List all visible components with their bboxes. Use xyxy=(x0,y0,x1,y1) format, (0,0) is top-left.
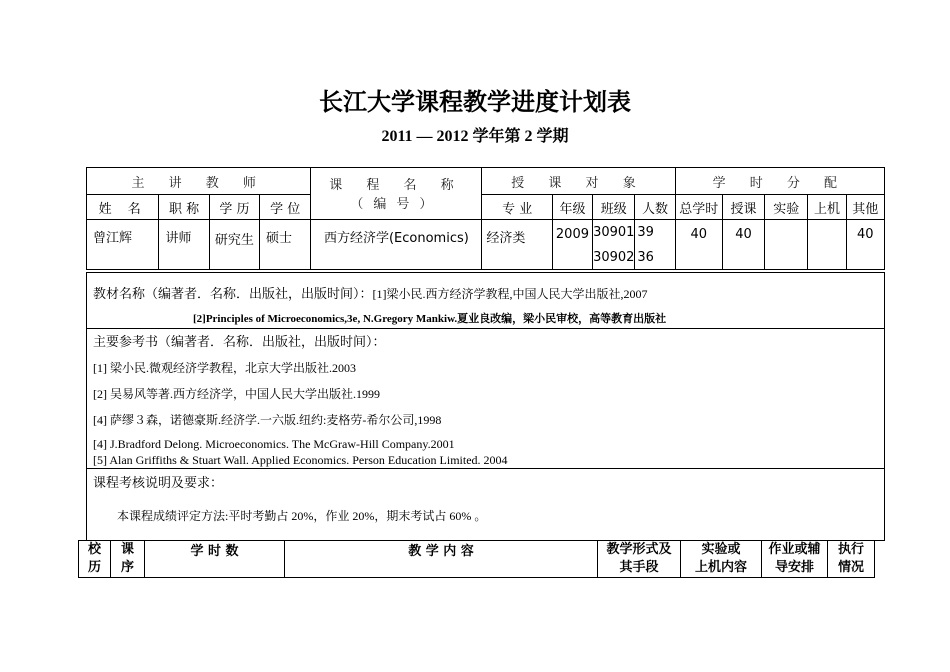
schedule-header-table xyxy=(78,540,875,578)
col-lab: 实验或 上机内容 xyxy=(681,541,762,578)
textbook-label xyxy=(93,283,648,302)
col-method: 教学形式及 其手段 xyxy=(598,541,681,578)
reference-item-1: [1] 梁小民.微观经济学教程，北京大学出版社.2003 xyxy=(93,361,356,375)
subheader-degree: 学 位 xyxy=(260,195,311,220)
semester-subtitle: 2011 — 2012 学年第 2 学期 xyxy=(381,128,569,145)
subheader-grade: 年级 xyxy=(552,195,592,220)
subheader-name: 姓 名 xyxy=(87,195,159,220)
subheader-lecture: 授课 xyxy=(722,195,764,220)
subheader-lab: 实验 xyxy=(765,195,808,220)
assessment-label: 课程考核说明及要求： xyxy=(93,476,224,491)
col-hours: 学 时 数 xyxy=(145,541,285,578)
subheader-education: 学 历 xyxy=(209,195,259,220)
references-label: 主要参考书（编著者．名称．出版社，出版时间）： xyxy=(93,335,386,350)
col-content: 教 学 内 容 xyxy=(285,541,598,578)
total-hours-value: 40 xyxy=(675,220,722,270)
reference-item-5: [5] Alan Griffiths & Stuart Wall. Applied Economics. Person Education Limited. 2004 xyxy=(93,453,508,467)
course-name: 西方经济学(Economics) xyxy=(311,220,482,270)
major-value: 经济类 xyxy=(482,220,552,270)
class-value-1: 30901 xyxy=(593,220,635,246)
col-calendar: 校 历 xyxy=(79,541,111,578)
computer-hours-value xyxy=(808,220,846,270)
teacher-name: 曾江辉 xyxy=(87,220,159,270)
subheader-major: 专 业 xyxy=(482,195,552,220)
lecture-hours-value: 40 xyxy=(722,220,764,270)
count-value-2: 36 xyxy=(635,246,675,270)
header-hours: 学 时 分 配 xyxy=(675,168,884,195)
assessment-text: 本课程成绩评定方法:平时考勤占 20%，作业 20%，期末考试占 60% 。 xyxy=(117,509,487,523)
course-info-table xyxy=(86,167,885,270)
header-audience: 授 课 对 象 xyxy=(482,168,675,195)
lab-hours-value xyxy=(765,220,808,270)
subheader-total: 总学时 xyxy=(675,195,722,220)
reference-item-2: [2] 吴易风等著.西方经济学，中国人民大学出版社.1999 xyxy=(93,387,380,401)
subheader-class: 班级 xyxy=(593,195,635,220)
subheader-computer: 上机 xyxy=(808,195,846,220)
textbook-label-text: 教材名称（编著者．名称．出版社，出版时间）： xyxy=(93,287,373,302)
teacher-education: 研究生 xyxy=(209,220,259,270)
col-homework: 作业或辅 导安排 xyxy=(762,541,828,578)
other-hours-value: 40 xyxy=(846,220,884,270)
grade-value: 2009 xyxy=(552,220,592,270)
col-sequence: 课 序 xyxy=(111,541,145,578)
header-teacher: 主 讲 教 师 xyxy=(87,168,311,195)
subheader-title: 职 称 xyxy=(159,195,209,220)
reference-item-3: [4] 萨缪３森，诺德豪斯.经济学.一六版.纽约:麦格劳-希尔公司,1998 xyxy=(93,413,442,427)
subheader-count: 人数 xyxy=(635,195,675,220)
class-value-2: 30902 xyxy=(593,246,635,270)
reference-item-4: [4] J.Bradford Delong. Microeconomics. The McGraw-Hill Company.2001 xyxy=(93,437,455,451)
textbook-item-1: [1]梁小民.西方经济学教程,中国人民大学出版社,2007 xyxy=(372,287,648,301)
page-title: 长江大学课程教学进度计划表 xyxy=(319,88,631,116)
col-status: 执行 情况 xyxy=(828,541,875,578)
textbook-item-2: [2]Principles of Microeconomics,3e, N.Gregory Mankiw.夏业良改编，梁小民审校，高等教育出版社 xyxy=(193,313,667,325)
teacher-title: 讲师 xyxy=(159,220,209,270)
count-value-1: 39 xyxy=(635,220,675,246)
subheader-other: 其他 xyxy=(846,195,884,220)
header-course: 课 程 名 称（编号） xyxy=(311,168,482,220)
teacher-degree: 硕士 xyxy=(260,220,311,270)
